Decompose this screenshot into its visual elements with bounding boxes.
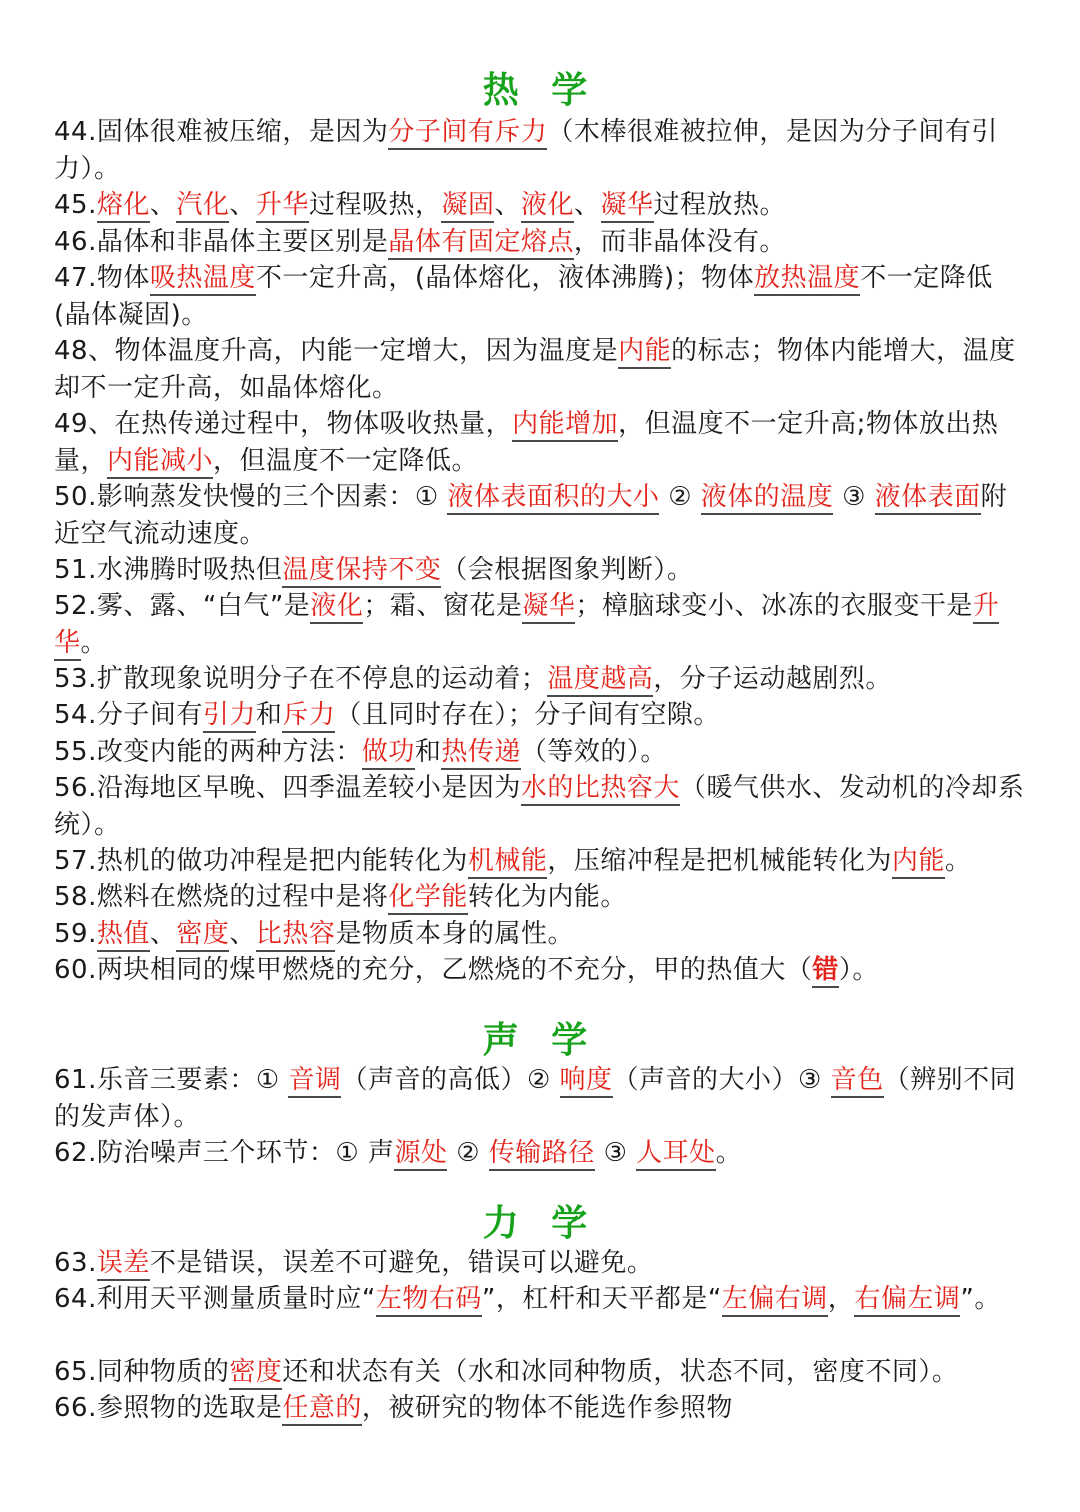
highlight-term: 分子间有斥力 bbox=[388, 117, 547, 150]
highlight-term: 液化 bbox=[521, 190, 574, 223]
section-title-mechanics: 力 学 bbox=[482, 1202, 598, 1244]
item-53 bbox=[54, 661, 1029, 698]
item-61 bbox=[54, 1062, 1029, 1135]
text-run: 过程吸热， bbox=[308, 190, 442, 220]
text-run: 还和状态有关（水和冰同种物质，状态不同，密度不同）。 bbox=[282, 1357, 959, 1387]
text-run: ② bbox=[447, 1138, 489, 1168]
highlight-term: 密度 bbox=[229, 1357, 282, 1390]
highlight-term: 音色 bbox=[831, 1065, 884, 1098]
highlight-term: 热值 bbox=[97, 919, 150, 952]
item-65 bbox=[54, 1354, 1029, 1391]
item-60 bbox=[54, 952, 1029, 989]
item-46 bbox=[54, 224, 1029, 261]
highlight-term: 凝固 bbox=[441, 190, 494, 223]
item-57 bbox=[54, 843, 1029, 880]
text-run: 过程放热。 bbox=[653, 190, 787, 220]
highlight-term: 响度 bbox=[560, 1065, 613, 1098]
text-run: 55.改变内能的两种方法： bbox=[54, 737, 362, 767]
text-run: （等效的）。 bbox=[520, 737, 667, 767]
highlight-term: 内能增加 bbox=[512, 409, 618, 442]
item-58 bbox=[54, 879, 1029, 916]
text-run: （辨别不同的发声体）。 bbox=[54, 1065, 1017, 1132]
item-62 bbox=[54, 1135, 1029, 1172]
highlight-term: 升华 bbox=[256, 190, 309, 223]
text-run: （声音的高低）② bbox=[341, 1065, 560, 1095]
highlight-term: 内能 bbox=[892, 846, 945, 879]
text-run: 、 bbox=[494, 190, 521, 220]
highlight-term: 液体的温度 bbox=[701, 482, 834, 515]
highlight-term: 升华 bbox=[54, 591, 999, 661]
highlight-term: 汽化 bbox=[176, 190, 229, 223]
item-47 bbox=[54, 260, 1029, 333]
text-run: 49、在热传递过程中，物体吸收热量， bbox=[54, 409, 513, 439]
text-run: ， bbox=[827, 1284, 855, 1314]
text-run: ② bbox=[659, 482, 701, 512]
highlight-term: 水的比热容大 bbox=[521, 773, 680, 806]
item-51 bbox=[54, 552, 1029, 589]
text-run: 不一定升高，(晶体熔化，液体沸腾)；物体 bbox=[255, 263, 755, 293]
highlight-term: 机械能 bbox=[468, 846, 548, 879]
item-64 bbox=[54, 1281, 1029, 1318]
highlight-term: 液体表面积的大小 bbox=[447, 482, 659, 515]
item-52 bbox=[54, 588, 1029, 661]
highlight-term: 斥力 bbox=[282, 700, 335, 733]
highlight-term: 做功 bbox=[362, 737, 415, 770]
highlight-term: 温度越高 bbox=[547, 664, 653, 697]
text-run: 60.两块相同的煤甲燃烧的充分，乙燃烧的不充分，甲的热值大（ bbox=[54, 955, 813, 985]
highlight-term: 传输路径 bbox=[489, 1138, 595, 1171]
text-run: 63. bbox=[54, 1248, 97, 1278]
text-run: ；樟脑球变小、冰冻的衣服变干是 bbox=[575, 591, 973, 621]
text-run: 58.燃料在燃烧的过程中是将 bbox=[54, 882, 389, 912]
item-56 bbox=[54, 770, 1029, 843]
text-run: 。 bbox=[80, 627, 108, 658]
highlight-term: 密度 bbox=[176, 919, 229, 952]
text-run: ）。 bbox=[838, 955, 879, 985]
text-run: ，分子运动越剧烈。 bbox=[653, 664, 892, 694]
highlight-term: 引力 bbox=[203, 700, 256, 733]
text-run: （且同时存在）；分子间有空隙。 bbox=[335, 700, 720, 730]
text-run: 、 bbox=[149, 190, 177, 220]
text-run: 转化为内能。 bbox=[467, 882, 627, 912]
text-run: ，但温度不一定降低。 bbox=[213, 445, 479, 476]
highlight-term: 化学能 bbox=[388, 882, 468, 915]
text-run: 附近空气流动速度。 bbox=[54, 482, 1008, 549]
item-66 bbox=[54, 1390, 1029, 1427]
text-run: 。 bbox=[944, 846, 972, 876]
text-run: 62.防治噪声三个环节：① 声 bbox=[54, 1138, 395, 1168]
text-run: 48、物体温度升高，内能一定增大，因为温度是 bbox=[54, 336, 619, 366]
highlight-term: 熔化 bbox=[97, 190, 150, 223]
item-55 bbox=[54, 734, 1029, 771]
text-run: 、 bbox=[149, 919, 177, 949]
text-run: ”。 bbox=[960, 1284, 1001, 1314]
highlight-term: 内能 bbox=[618, 336, 671, 369]
highlight-term: 右偏左调 bbox=[854, 1284, 960, 1317]
highlight-term: 错 bbox=[812, 955, 839, 988]
highlight-term: 音调 bbox=[288, 1065, 341, 1098]
text-run: 66.参照物的选取是 bbox=[54, 1393, 283, 1423]
item-49 bbox=[54, 406, 1029, 479]
highlight-term: 人耳处 bbox=[636, 1138, 716, 1171]
highlight-term: 液化 bbox=[310, 591, 363, 624]
text-run: ，但温度不一定升高;物体放出热量， bbox=[54, 409, 999, 476]
item-45 bbox=[54, 187, 1029, 224]
highlight-term: 内能减小 bbox=[107, 446, 213, 479]
item-63 bbox=[54, 1245, 1029, 1282]
text-run: （会根据图象判断）。 bbox=[441, 555, 694, 585]
text-run: 、 bbox=[229, 190, 256, 220]
section-title-heat: 热 学 bbox=[482, 69, 598, 111]
text-run: ，压缩冲程是把机械能转化为 bbox=[547, 846, 892, 876]
text-run: 54.分子间有 bbox=[54, 700, 203, 730]
item-54 bbox=[54, 697, 1029, 734]
text-run: 、 bbox=[574, 190, 601, 220]
highlight-term: 任意的 bbox=[282, 1393, 362, 1426]
text-run: ；霜、窗花是 bbox=[363, 591, 523, 621]
highlight-term: 温度保持不变 bbox=[282, 555, 441, 588]
text-run: 46.晶体和非晶体主要区别是 bbox=[54, 227, 389, 257]
text-run: 不是错误，误差不可避免，错误可以避免。 bbox=[149, 1248, 654, 1278]
text-run: 51.水沸腾时吸热但 bbox=[54, 555, 283, 585]
highlight-term: 热传递 bbox=[441, 737, 521, 770]
highlight-term: 晶体有固定熔点 bbox=[388, 227, 574, 260]
text-run: 52.雾、露、“白气”是 bbox=[54, 591, 311, 621]
text-run: 是物质本身的属性。 bbox=[335, 919, 574, 949]
highlight-term: 液体表面 bbox=[875, 482, 981, 515]
item-48 bbox=[54, 333, 1029, 406]
item-44 bbox=[54, 114, 1029, 187]
text-run: 45. bbox=[54, 190, 97, 220]
text-run: （暖气供水、发动机的冷却系统）。 bbox=[54, 773, 1025, 840]
text-run: ，而非晶体没有。 bbox=[573, 227, 786, 257]
text-run: ，被研究的物体不能选作参照物 bbox=[361, 1393, 733, 1423]
text-run: 56.沿海地区早晚、四季温差较小是因为 bbox=[54, 773, 521, 803]
highlight-term: 源处 bbox=[394, 1138, 447, 1171]
text-run: 50.影响蒸发快慢的三个因素：① bbox=[54, 482, 448, 512]
text-run: 65.同种物质的 bbox=[54, 1357, 230, 1387]
highlight-term: 吸热温度 bbox=[150, 263, 256, 296]
text-run: 53.扩散现象说明分子在不停息的运动着； bbox=[54, 664, 548, 694]
text-run: 、 bbox=[229, 919, 256, 949]
text-run: 44.固体很难被压缩，是因为 bbox=[54, 117, 389, 147]
text-run: ”，杠杆和天平都是“ bbox=[481, 1284, 722, 1314]
text-run: 和 bbox=[414, 737, 442, 767]
highlight-term: 凝华 bbox=[601, 190, 654, 223]
text-run: 不一定降低(晶体凝固)。 bbox=[54, 263, 993, 330]
text-run: ③ bbox=[833, 482, 875, 512]
text-run: 。 bbox=[715, 1138, 743, 1168]
highlight-term: 左偏右调 bbox=[722, 1284, 828, 1317]
item-59 bbox=[54, 916, 1029, 953]
text-run: 61.乐音三要素：① bbox=[54, 1065, 289, 1095]
highlight-term: 放热温度 bbox=[754, 263, 860, 296]
text-run: 和 bbox=[255, 700, 283, 730]
text-run: （木棒很难被拉伸，是因为分子间有引力）。 bbox=[54, 117, 998, 184]
text-run: （声音的大小）③ bbox=[612, 1065, 831, 1095]
text-run: ③ bbox=[594, 1138, 637, 1168]
highlight-term: 误差 bbox=[97, 1248, 150, 1281]
text-run: 47.物体 bbox=[54, 263, 150, 293]
highlight-term: 左物右码 bbox=[376, 1284, 482, 1317]
section-title-sound: 声 学 bbox=[482, 1019, 598, 1061]
highlight-term: 比热容 bbox=[256, 919, 336, 952]
text-run: 64.利用天平测量质量时应“ bbox=[54, 1284, 376, 1314]
item-50 bbox=[54, 479, 1029, 552]
text-run: 的标志；物体内能增大，温度却不一定升高，如晶体熔化。 bbox=[54, 336, 1016, 403]
highlight-term: 凝华 bbox=[522, 591, 575, 624]
text-run: 59. bbox=[54, 919, 97, 949]
text-run: 57.热机的做功冲程是把内能转化为 bbox=[54, 846, 468, 876]
